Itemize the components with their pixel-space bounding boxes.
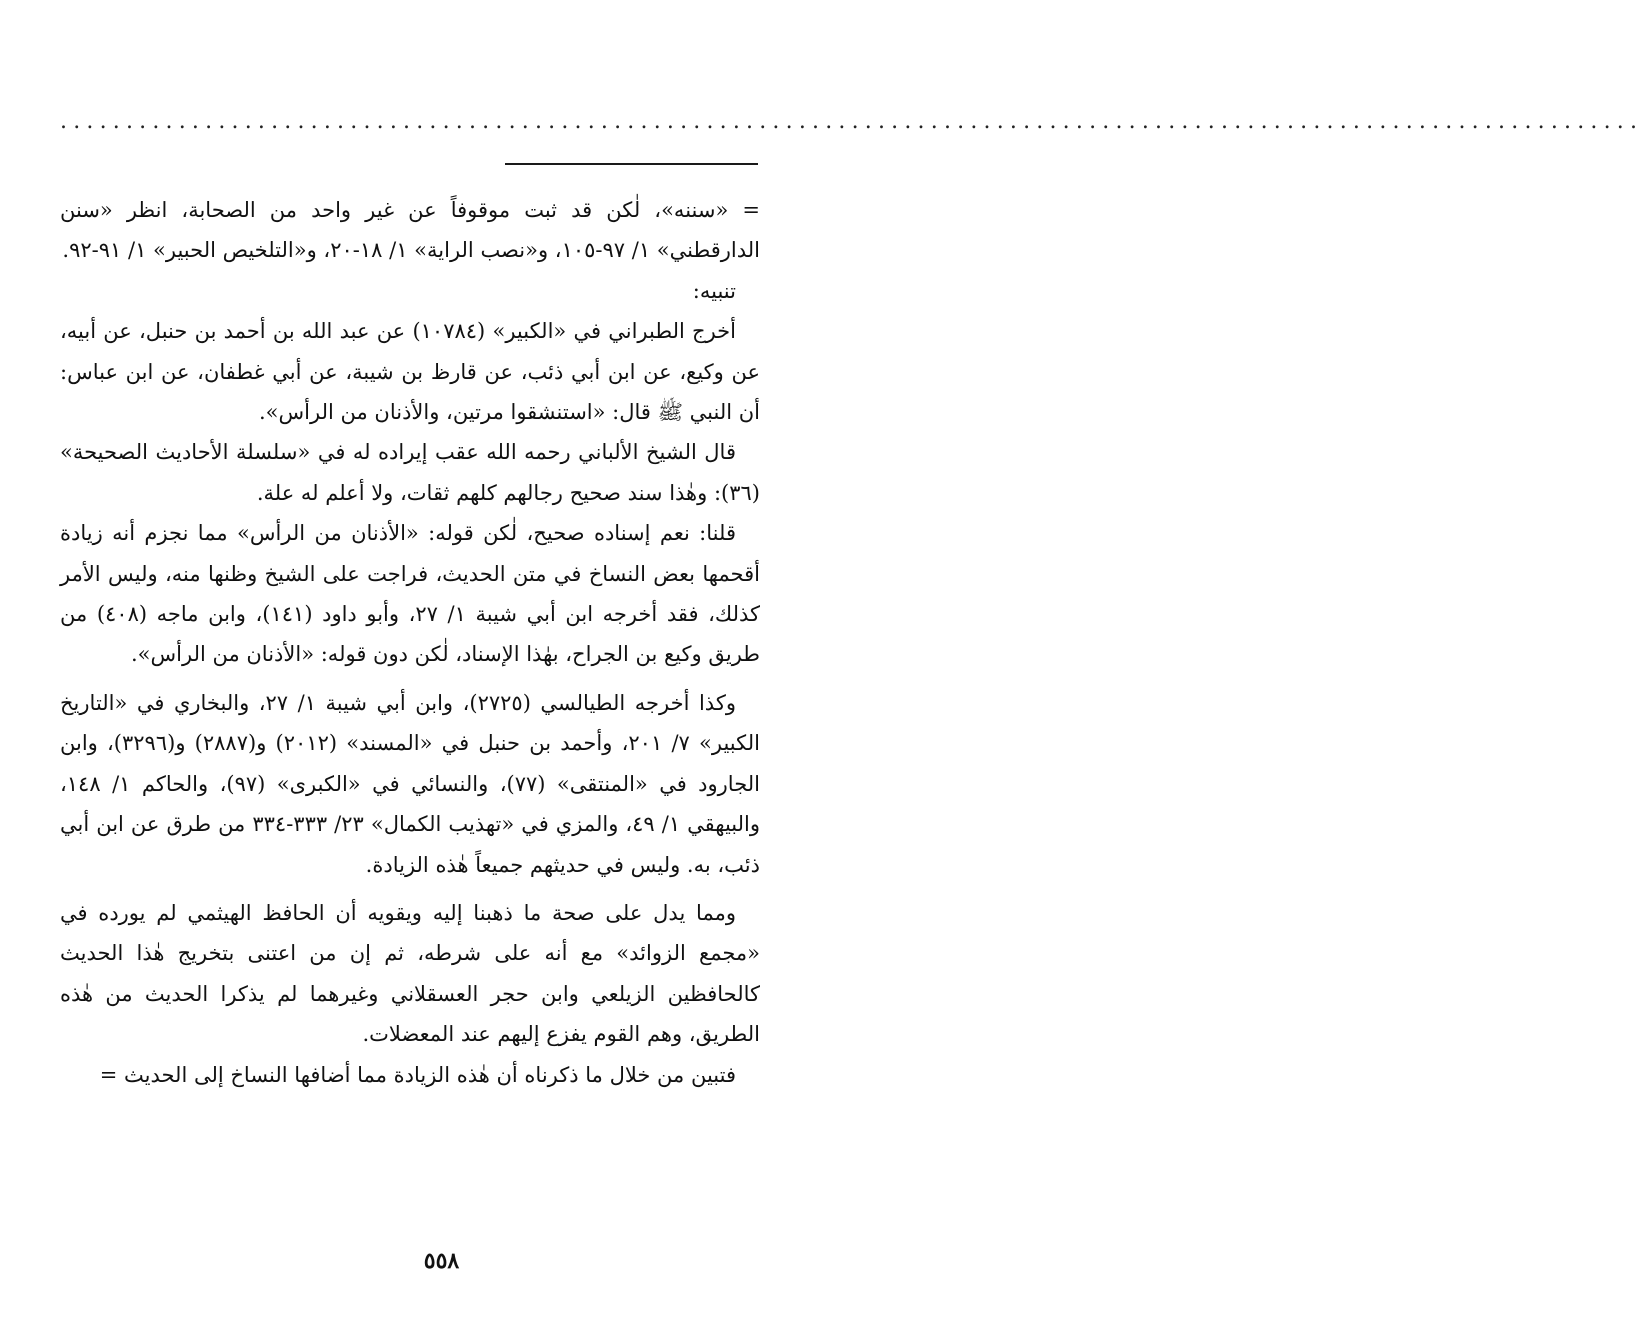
dotted-separator: ........................................................................................................................: [60, 109, 1643, 134]
paragraph: قلنا: نعم إسناده صحيح، لٰكن قوله: «الأذنان من الرأس» مما نجزم أنه زيادة أقحمها بعض النساخ في متن الحديث، فراجت على الشيخ وظنها منه، وليس الأمر كذلك، فقد أخرجه ابن أبي شيبة ١/ ٢٧، وأبو داود (١٤١)، وابن ماجه (٤٠٨) من طريق وكيع بن الجراح، بهٰذا الإسناد، لٰكن دون قوله: «الأذنان من الرأس».: [60, 521, 760, 667]
footnote-rule: [505, 163, 758, 165]
paragraph: وكذا أخرجه الطيالسي (٢٧٢٥)، وابن أبي شيبة ١/ ٢٧، والبخاري في «التاريخ الكبير» ٧/ ٢٠١، وأحمد بن حنبل في «المسند» (٢٠١٢) و(٢٨٨٧) و(٣٢٩٦)، وابن الجارود في «المنتقى» (٧٧)، والنسائي في «الكبرى» (٩٧)، والحاكم ١/ ١٤٨، والبيهقي ١/ ٤٩، والمزي في «تهذيب الكمال» ٢٣/ ٣٣٣-٣٣٤ من طرق عن ابن أبي ذئب، به. وليس في حديثهم جميعاً هٰذه الزيادة.: [60, 690, 760, 877]
page-number: ٥٥٨: [423, 1248, 460, 1274]
paragraph: أخرج الطبراني في «الكبير» (١٠٧٨٤) عن عبد الله بن أحمد بن حنبل، عن أبيه، عن وكيع، عن ابن أبي ذئب، عن قارظ بن شيبة، عن أبي غطفان، عن ابن عباس: أن النبي ﷺ قال: «استنشقوا مرتين، والأذنان من الرأس».: [60, 319, 760, 425]
notice-heading: تنبيه:: [692, 278, 736, 303]
page-body: [60, 190, 760, 1095]
footnote-continuation: = «سننه»، لٰكن قد ثبت موقوفاً عن غير واحد من الصحابة، انظر «سنن الدارقطني» ١/ ٩٧-١٠٥، و«نصب الراية» ١/ ١٨-٢٠، و«التلخيص الحبير» ١/ ٩١-٩٢.: [60, 198, 760, 263]
paragraph: فتبين من خلال ما ذكرناه أن هٰذه الزيادة مما أضافها النساخ إلى الحديث =: [99, 1062, 736, 1087]
paragraph: قال الشيخ الألباني رحمه الله عقب إيراده له في «سلسلة الأحاديث الصحيحة» (٣٦): وهٰذا سند صحيح رجالهم كلهم ثقات، ولا أعلم له علة.: [60, 440, 760, 505]
paragraph: ومما يدل على صحة ما ذهبنا إليه ويقويه أن الحافظ الهيثمي لم يورده في «مجمع الزوائد» مع أنه على شرطه، ثم إن من اعتنى بتخريج هٰذا الحديث كالحافظين الزيلعي وابن حجر العسقلاني وغيرهما لم يذكرا الحديث من هٰذه الطريق، وهم القوم يفزع إليهم عند المعضلات.: [60, 900, 760, 1047]
